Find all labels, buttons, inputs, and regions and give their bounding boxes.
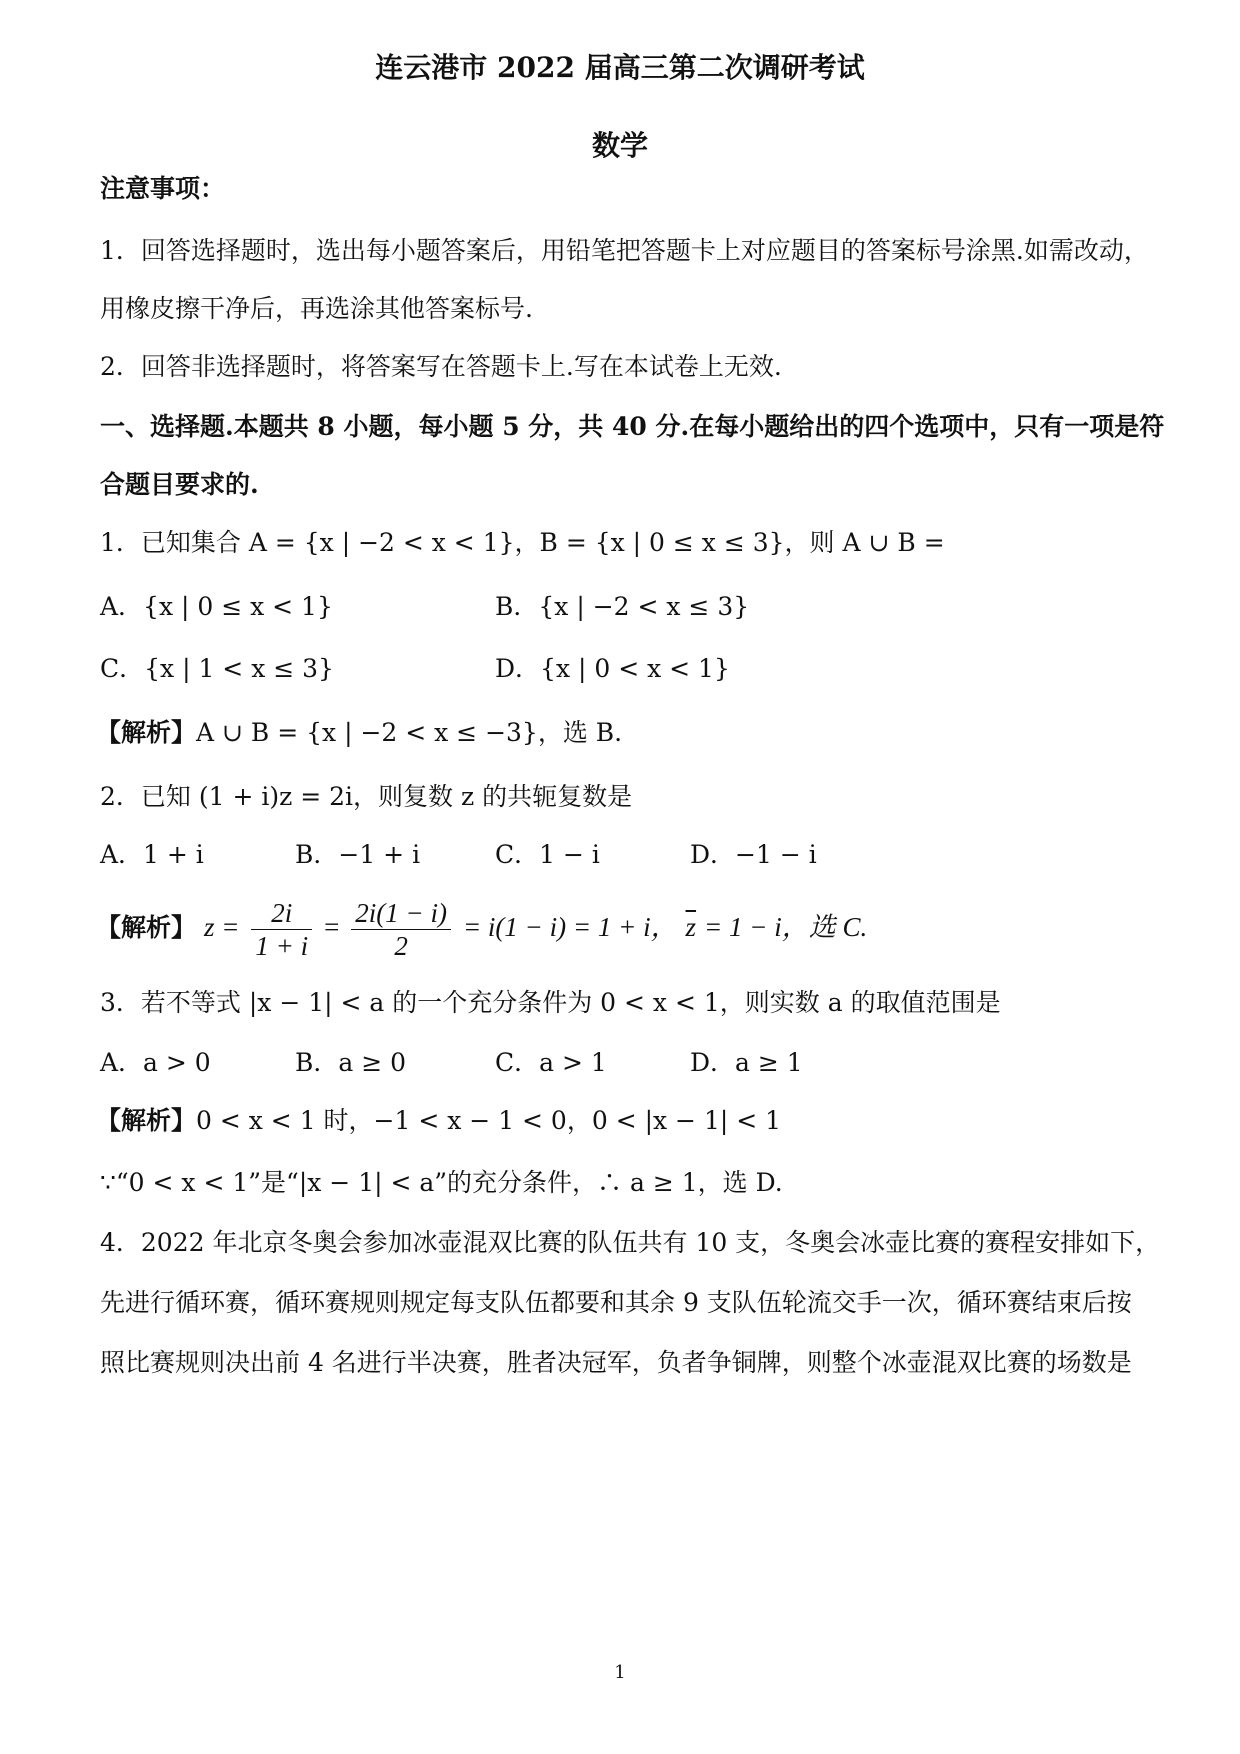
q4-line-3: 照比赛规则决出前 4 名进行半决赛，胜者决冠军，负者争铜牌，则整个冰壶混双比赛的场数是 <box>100 1348 1132 1377</box>
q3-analysis <box>96 1104 781 1138</box>
fraction-numerator: 2i <box>251 897 312 930</box>
fraction-denominator: 1 + i <box>255 931 309 961</box>
q2-option-a: A．1 + i <box>100 840 204 869</box>
q2-equals: = <box>324 912 340 942</box>
q3-option-c: C．a > 1 <box>495 1048 607 1077</box>
q2-z-eq: z = <box>203 912 240 942</box>
q2-zbar: $\overline{z}$ <box>685 912 697 942</box>
q3-stem: 3．若不等式 |x − 1| < a 的一个充分条件为 0 < x < 1，则实数 a 的取值范围是 <box>100 988 1001 1017</box>
analysis-label: 【解析】 <box>96 1106 197 1135</box>
subject-title: 数学 <box>591 129 648 162</box>
analysis-label: 【解析】 <box>96 913 197 942</box>
q1-option-d: D．{x | 0 < x < 1} <box>495 654 730 683</box>
q4-line-1: 4．2022 年北京冬奥会参加冰壶混双比赛的队伍共有 10 支，冬奥会冰壶比赛的赛程安排如下， <box>100 1228 1161 1257</box>
notice-heading: 注意事项： <box>100 174 226 203</box>
section-heading-b: 合题目要求的. <box>100 470 259 499</box>
q2-analysis-tail2: = 1 − i，选 C. <box>704 912 868 942</box>
q4-line-2: 先进行循环赛，循环赛规则规定每支队伍都要和其余 9 支队伍轮流交手一次，循环赛结束后按 <box>100 1288 1132 1317</box>
q1-option-b: B．{x | −2 < x ≤ 3} <box>495 592 750 621</box>
q1-analysis <box>96 716 622 750</box>
q2-option-b: B．−1 + i <box>295 840 421 869</box>
q1-stem: 1．已知集合 A = {x | −2 < x < 1}，B = {x | 0 ≤ x ≤ 3}，则 A ∪ B = <box>100 528 945 557</box>
fraction-denominator: 2 <box>394 931 408 961</box>
page-number: 1 <box>614 1662 626 1683</box>
exam-title: 连云港市 2022 届高三第二次调研考试 <box>375 51 865 84</box>
q2-analysis <box>96 894 867 964</box>
q3-option-b: B．a ≥ 0 <box>295 1048 407 1077</box>
fraction-numerator: 2i(1 − i) <box>351 897 451 930</box>
q3-option-d: D．a ≥ 1 <box>690 1048 803 1077</box>
q1-option-a: A．{x | 0 ≤ x < 1} <box>100 592 333 621</box>
notice-item-2: 2．回答非选择题时，将答案写在答题卡上.写在本试卷上无效. <box>100 352 782 381</box>
notice-item-1a: 1．回答选择题时，选出每小题答案后，用铅笔把答题卡上对应题目的答案标号涂黑.如需改动， <box>100 236 1149 265</box>
q3-analysis-text: 0 < x < 1 时，−1 < x − 1 < 0，0 < |x − 1| < 1 <box>196 1106 782 1135</box>
q2-fraction-1 <box>251 897 312 962</box>
q2-stem: 2．已知 (1 + i)z = 2i，则复数 z 的共轭复数是 <box>100 782 633 811</box>
notice-item-1b: 用橡皮擦干净后，再选涂其他答案标号. <box>100 294 533 323</box>
analysis-label: 【解析】 <box>96 718 197 747</box>
section-heading-a: 一、选择题.本题共 8 小题，每小题 5 分，共 40 分.在每小题给出的四个选项中，只有一项是符 <box>100 412 1165 441</box>
q3-option-a: A．a > 0 <box>100 1048 211 1077</box>
q2-option-c: C．1 − i <box>495 840 600 869</box>
q2-analysis-tail: = i(1 − i) = 1 + i， <box>462 912 678 942</box>
q3-analysis-2: ∵“0 < x < 1”是“|x − 1| < a”的充分条件，∴ a ≥ 1，选 D. <box>100 1168 783 1197</box>
q1-option-c: C．{x | 1 < x ≤ 3} <box>100 654 334 683</box>
q1-analysis-text: A ∪ B = {x | −2 < x ≤ −3}，选 B. <box>196 718 623 747</box>
q2-option-d: D．−1 − i <box>690 840 817 869</box>
q2-fraction-2 <box>351 897 451 962</box>
